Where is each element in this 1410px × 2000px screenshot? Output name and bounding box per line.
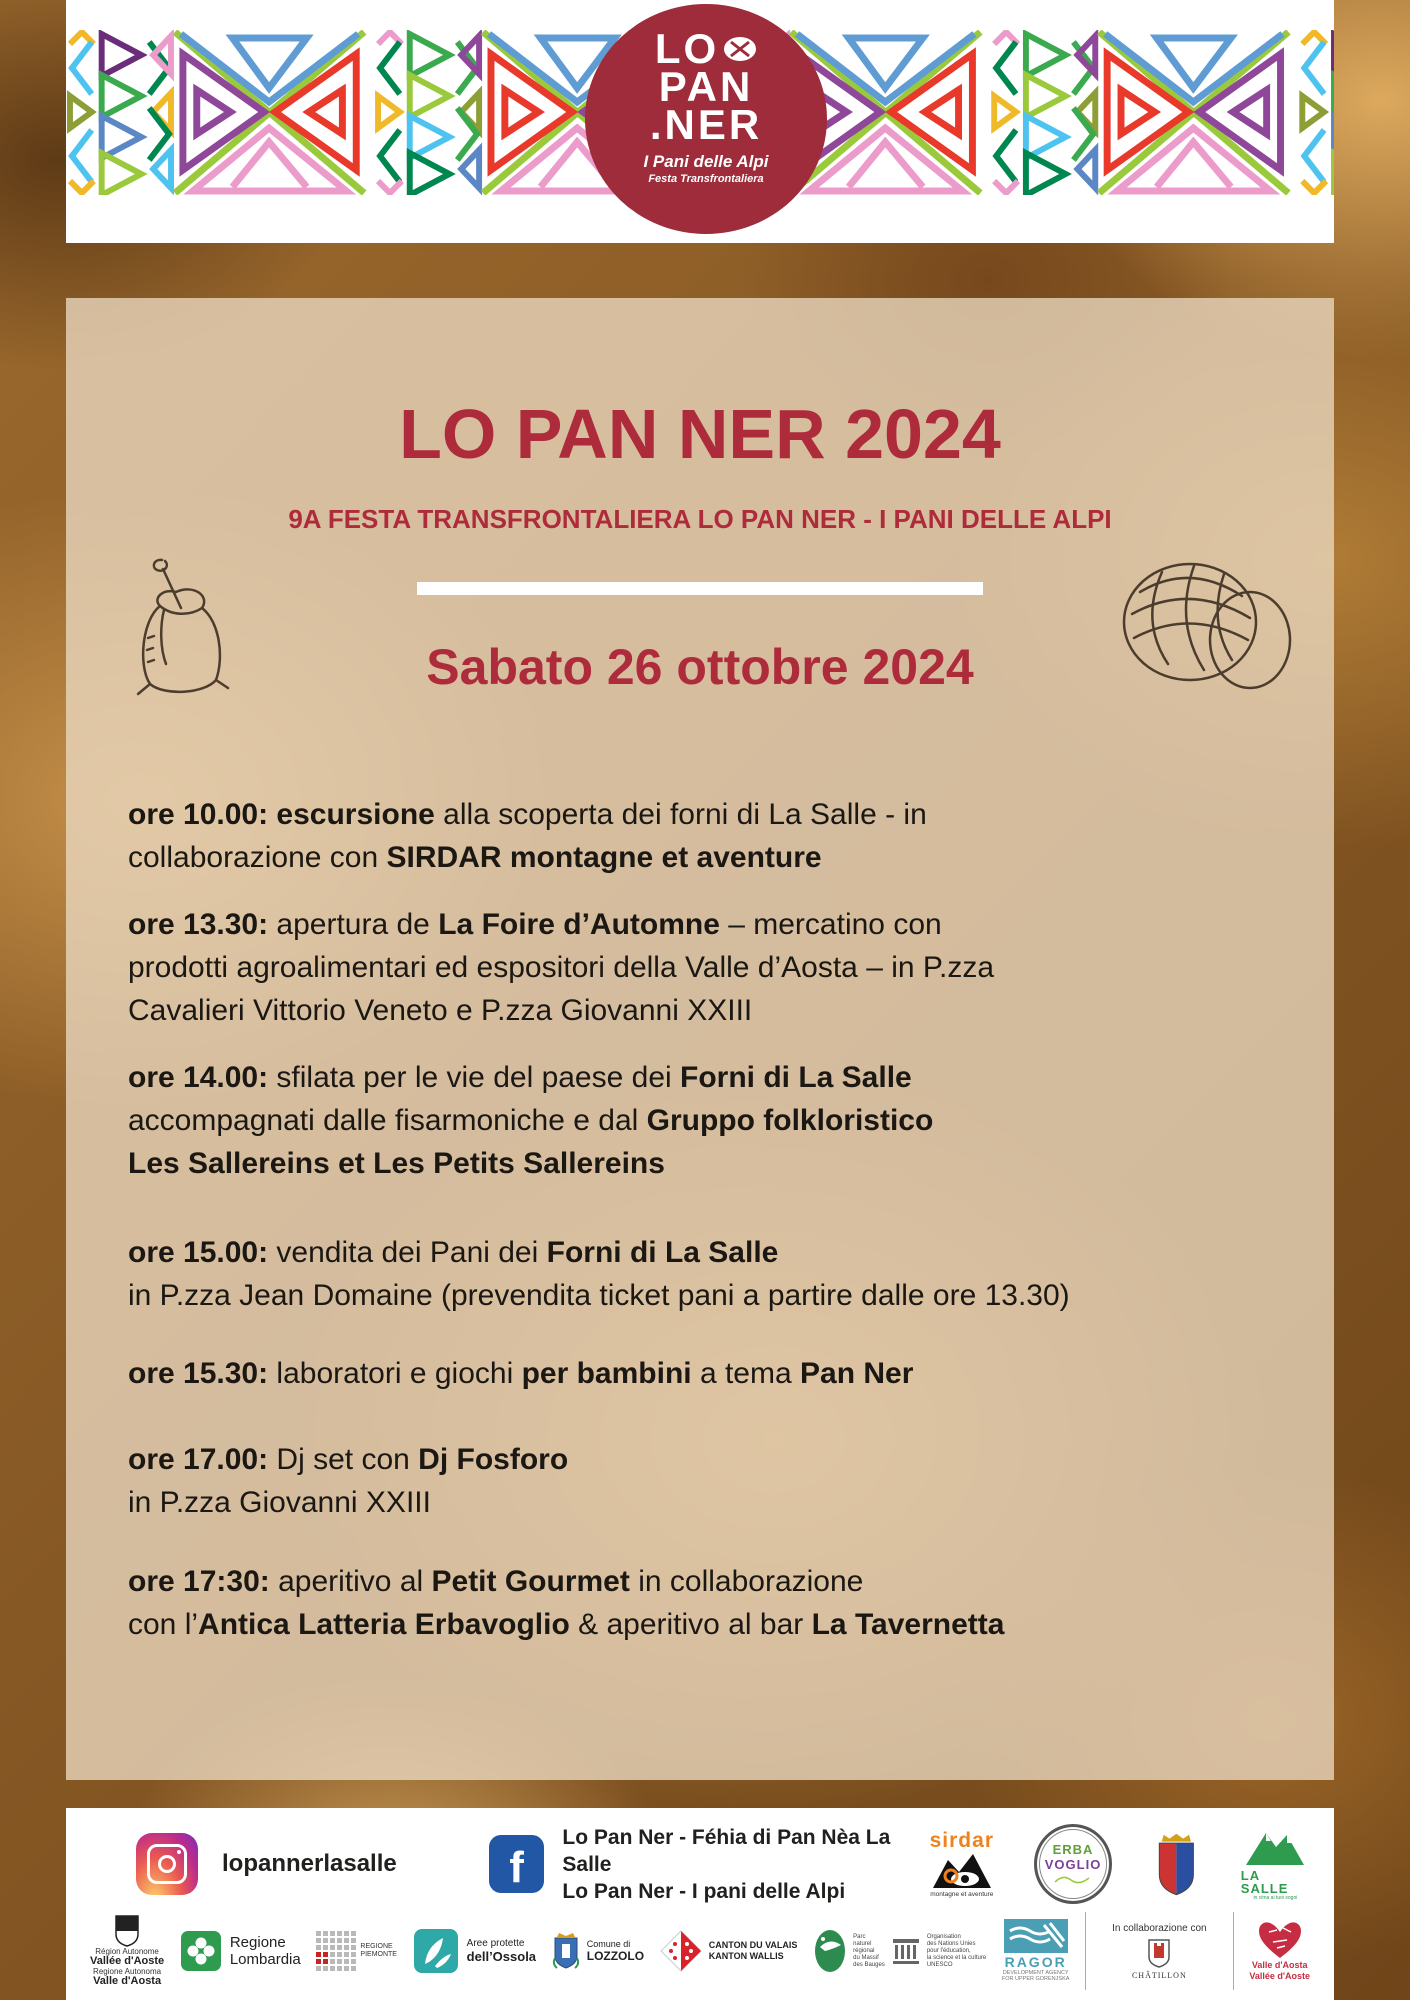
valle-aosta-crest-logo: Région Autonome Vallée d'Aoste Regione Autonoma Valle d'Aosta [90, 1914, 164, 1988]
instagram-handle[interactable]: lopannerlasalle [222, 1850, 397, 1877]
partner-logos-row1 [930, 1824, 1310, 1904]
text-segment: ore 14.00: [128, 1061, 269, 1094]
text-segment: Petit Gourmet [431, 1565, 630, 1598]
comune-crest-icon [1152, 1831, 1201, 1897]
text-segment: collaborazione con [128, 841, 387, 874]
text-segment: Forni di La Salle [680, 1061, 912, 1094]
parc-bauges-unesco-logo: Parc naturel régional du Massif des Bauges Organisation des Nations Unies pour l'éducation, la science et la culture UNESCO [813, 1929, 986, 1973]
logo-tagline: I Pani delle Alpi [643, 152, 769, 171]
text-segment: ore 17.00: [128, 1443, 269, 1476]
program-item-ore-1400 [128, 1056, 1264, 1185]
text-segment: Antica Latteria Erbavoglio [198, 1608, 570, 1641]
valle-aosta-heart-logo: Valle d'Aosta Vallée d'Aoste [1249, 1920, 1310, 1982]
header-band [66, 0, 1334, 243]
sirdar-mountain-icon [931, 1852, 993, 1890]
text-segment: Forni di La Salle [546, 1236, 779, 1269]
facebook-page-2[interactable]: Lo Pan Ner - I pani delle Alpi [562, 1879, 846, 1903]
lo-pan-ner-logo [585, 4, 827, 234]
poster-subtitle: 9A FESTA TRANSFRONTALIERA LO PAN NER - I PANI DELLE ALPI [288, 504, 1112, 534]
program-item-ore-1530 [128, 1352, 1264, 1395]
erbavoglio-logo: ERBA VOGLIO [1034, 1824, 1112, 1904]
footer-band [66, 1808, 1334, 2000]
text-segment: a tema [691, 1357, 800, 1390]
valais-flag-icon [660, 1930, 702, 1972]
logo-line-pan: PAN [658, 63, 754, 110]
date-heading: Sabato 26 ottobre 2024 [426, 639, 974, 695]
canton-valais-logo: CANTON DU VALAIS KANTON WALLIS [660, 1930, 798, 1972]
facebook-icon[interactable]: f [489, 1835, 545, 1893]
facebook-pages[interactable] [562, 1824, 929, 1905]
text-segment: ore 10.00: escursione [128, 798, 435, 831]
text-segment: ore 13.30: [128, 908, 269, 941]
lasalle-logo: LA SALLE in cima ai tuoi sogni [1241, 1827, 1310, 1902]
chatillon-crest-icon [1146, 1937, 1172, 1969]
text-segment: SIRDAR montagne et aventure [386, 841, 822, 874]
partner-logos-row2 [90, 1912, 1310, 1990]
text-segment: Pan Ner [800, 1357, 914, 1390]
instagram-icon[interactable] [136, 1833, 198, 1895]
text-segment: La Tavernetta [811, 1608, 1005, 1641]
program-item-ore-1500 [128, 1231, 1264, 1317]
text-segment: ore 15.00: [128, 1236, 269, 1269]
lozzolo-crest-icon [552, 1932, 580, 1970]
program-item-ore-1330 [128, 903, 1264, 1032]
text-segment: Dj Fosforo [418, 1443, 569, 1476]
text-segment: in collaborazione [629, 1565, 864, 1598]
program-item-ore-1000 [128, 793, 1264, 879]
text-segment: apertura de [268, 908, 439, 941]
program-item-ore-1700 [128, 1438, 1264, 1524]
logo-subtagline: Festa Transfrontaliera [648, 173, 764, 185]
lasalle-mountains-icon [1242, 1827, 1308, 1867]
ossola-leaf-icon [413, 1928, 459, 1974]
poster-title: LO PAN NER 2024 [399, 395, 1001, 473]
comune-lozzolo-logo: Comune di LOZZOLO [552, 1932, 644, 1970]
ragor-logo: RAGOR DEVELOPMENT AGENCY FOR UPPER GORENJSKA [1002, 1919, 1070, 1983]
parc-bauges-icon [813, 1929, 847, 1973]
text-segment: per bambini [521, 1357, 692, 1390]
divider-bar [417, 582, 983, 595]
bread-oval-icon [723, 36, 757, 62]
text-segment: Dj set con [268, 1443, 419, 1476]
facebook-page-1[interactable]: Lo Pan Ner - Féhia di Pan Nèa La Salle [562, 1825, 891, 1876]
logo-text-lo: LO [654, 25, 720, 72]
regione-lombardia-logo: Regione Lombardia [180, 1930, 301, 1972]
text-segment: – mercatino con [719, 908, 942, 941]
sirdar-logo: sirdar montagne et aventure [929, 1828, 994, 1898]
text-segment: Gruppo folkloristico [646, 1104, 934, 1137]
lombardia-rose-icon [180, 1930, 222, 1972]
piemonte-grid-icon [316, 1931, 356, 1971]
regione-piemonte-logo: REGIONE PIEMONTE [316, 1931, 397, 1971]
program-item-ore-1730 [128, 1560, 1264, 1646]
program-panel [66, 298, 1334, 1780]
aree-protette-ossola-logo: Aree protette dell’Ossola [413, 1928, 536, 1974]
logo-line-ner: .NER [649, 101, 763, 148]
text-segment: laboratori e giochi [268, 1357, 522, 1390]
text-segment: & aperitivo al bar [569, 1608, 812, 1641]
text-segment: Cavalieri Vittorio Veneto e P.zza Giovanni XXIII [128, 994, 753, 1027]
text-segment: alla scoperta dei forni di La Salle - in [434, 798, 927, 831]
text-segment: vendita dei Pani dei [268, 1236, 547, 1269]
text-segment: ore 17:30: [128, 1565, 270, 1598]
chatillon-logo: In collaborazione con CHÂTILLON [1085, 1912, 1234, 1990]
valle-aosta-crest-icon [114, 1914, 140, 1948]
text-segment: sfilata per le vie del paese dei [268, 1061, 681, 1094]
text-segment: in P.zza Jean Domaine (prevendita ticket pani a partire dalle ore 13.30) [128, 1279, 1070, 1312]
footer-social-row [136, 1822, 1310, 1906]
text-segment: Les Sallereins et Les Petits Sallereins [128, 1147, 665, 1180]
ragor-wave-icon [1004, 1919, 1068, 1953]
erbavoglio-scribble-icon [1053, 1872, 1093, 1886]
facebook-block[interactable] [489, 1824, 930, 1905]
unesco-temple-icon [891, 1936, 921, 1966]
text-segment: aperitivo al [269, 1565, 432, 1598]
text-segment: in P.zza Giovanni XXIII [128, 1486, 431, 1519]
text-segment: prodotti agroalimentari ed espositori della Valle d’Aosta – in P.zza [128, 951, 995, 984]
text-segment: La Foire d’Automne [438, 908, 720, 941]
heart-icon [1257, 1920, 1303, 1960]
text-segment: accompagnati dalle fisarmoniche e dal [128, 1104, 647, 1137]
text-segment: con l’ [128, 1608, 199, 1641]
text-segment: ore 15.30: [128, 1357, 269, 1390]
